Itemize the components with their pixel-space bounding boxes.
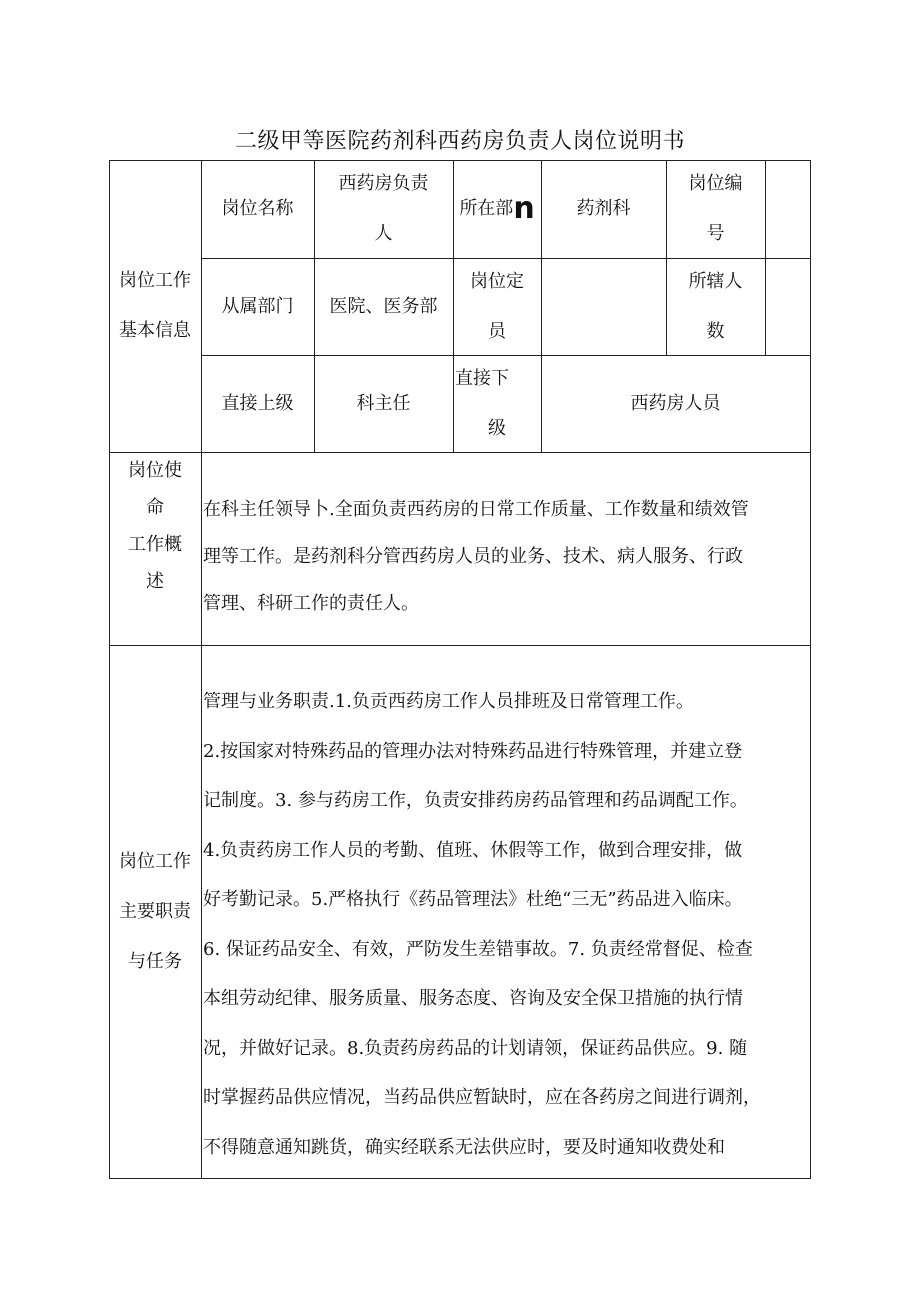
post-number-label-line1: 岗位编 [688, 173, 743, 194]
quota-label [453, 258, 541, 355]
duties-label-line1: 岗位工作 [119, 850, 191, 872]
duties-label-line3: 与任务 [128, 950, 182, 972]
mission-label-line1: 岗位使 [128, 460, 182, 481]
duties-section-label [109, 645, 201, 1178]
post-number-value [765, 160, 810, 258]
duties-line: 不得随意通知跳货，确实经联系无法供应时，要及时通知收费处和 [203, 1136, 725, 1158]
staff-count-label-line1: 所辖人 [688, 270, 743, 292]
department-label [453, 160, 541, 258]
staff-count-label-line2: 数 [706, 320, 725, 342]
department-value: 药剂科 [576, 198, 631, 219]
post-number-label [666, 160, 765, 258]
subordinate-value: 西药房人员 [630, 392, 721, 414]
mission-section-label [109, 452, 201, 645]
post-name-label: 岗位名称 [221, 198, 294, 219]
duties-line: 记制度。3. 参与药房工作，负责安排药房药品管理和药品调配工作。 [203, 790, 748, 811]
mission-line: 理等工作。是药剂科分管西药房人员的业务、技术、病人服务、行政 [203, 546, 743, 567]
post-number-label-line2: 号 [706, 223, 725, 244]
duties-text [203, 677, 807, 1172]
mission-text [203, 486, 809, 627]
duties-line: 4.负责药房工作人员的考勤、值班、休假等工作，做到合理安排，做 [203, 839, 743, 861]
post-name-value [314, 160, 453, 258]
staff-count-value [765, 258, 810, 355]
duties-line: 时掌握药品供应情况，当药品供应暂缺时，应在各药房之间进行调剂， [203, 1087, 761, 1108]
mission-label-line2: 命 [146, 497, 164, 518]
affiliation-value: 医院、医务部 [329, 295, 438, 317]
basic-info-label-line1: 岗位工作 [119, 270, 191, 291]
quota-value [541, 258, 666, 355]
post-name-value-line2: 人 [374, 223, 393, 244]
duties-label-line2: 主要职责 [119, 900, 191, 922]
mission-label-line4: 述 [146, 571, 164, 592]
duties-line: 好考勤记录。5.严格执行《药品管理法》杜绝“三无”药品进入临床。 [203, 889, 743, 910]
duties-line: 本组劳动纪律、服务质量、服务态度、咨询及安全保卫措施的执行情 [203, 988, 743, 1009]
subordinate-label-line2: 级 [488, 417, 506, 439]
superior-value: 科主任 [356, 392, 411, 414]
superior-label: 直接上级 [221, 392, 294, 414]
post-name-value-line1: 西药房负责 [338, 173, 429, 194]
department-label-text: 所在部 [459, 198, 514, 219]
basic-info-section-label [109, 160, 201, 452]
duties-line: 管理与业务职责.1.负贡西药房工作人员排班及日常管理工作。 [203, 691, 694, 712]
mission-line: 在科主任领导卜.全面负责西药房的日常工作质量、工作数量和绩效管 [203, 499, 749, 520]
quota-label-line2: 员 [488, 320, 506, 342]
subordinate-label-line1: 直接下 [455, 367, 509, 389]
duties-line: 2.按国家对特殊药品的管理办法对特殊药品进行特殊管理，并建立登 [203, 740, 743, 762]
duties-line: 况，并做好记录。8.负责药房药品的计划请领，保证药品供应。9. 随 [203, 1037, 748, 1059]
department-label-tail: n [513, 191, 535, 226]
affiliation-label: 从属部门 [221, 295, 294, 317]
mission-line: 管理、科研工作的责任人。 [203, 593, 419, 614]
staff-count-label [666, 258, 765, 355]
subordinate-label [453, 355, 541, 452]
duties-line: 6. 保证药品安全、有效，严防发生差错事故。7. 负责经常督促、检查 [203, 938, 753, 960]
quota-label-line1: 岗位定 [470, 270, 524, 292]
basic-info-label-line2: 基本信息 [119, 320, 191, 341]
mission-label-line3: 工作概 [128, 534, 182, 555]
page-title: 二级甲等医院药剂科西药房负责人岗位说明书 [234, 129, 685, 154]
